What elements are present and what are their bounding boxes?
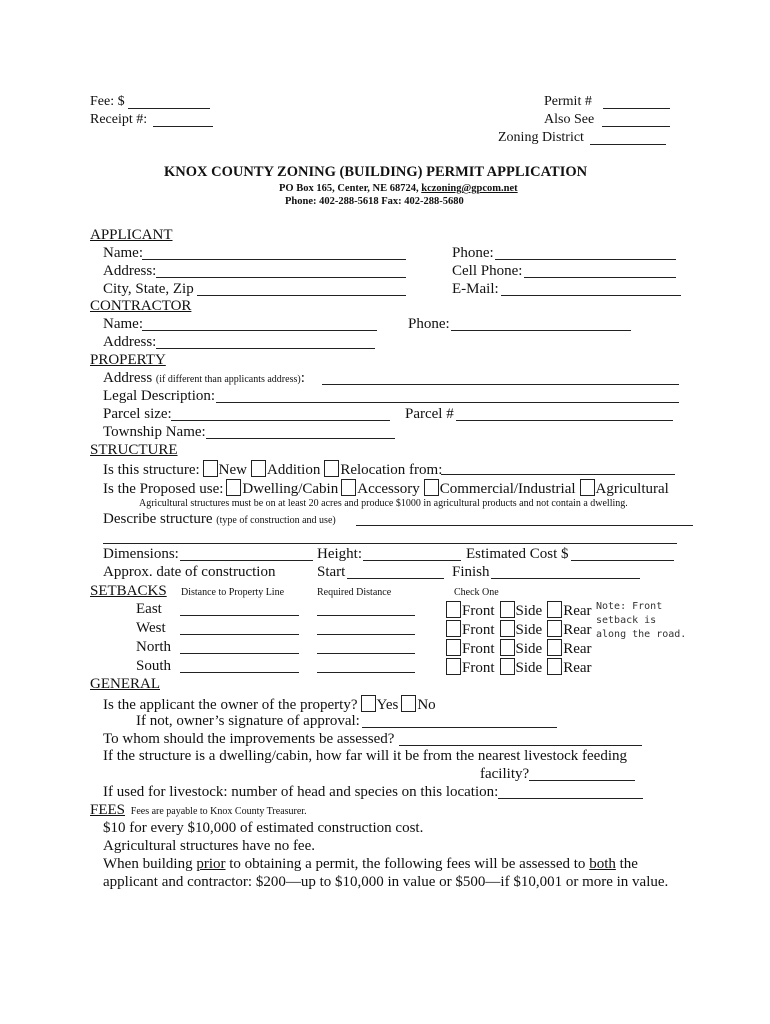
finish-date-field[interactable] bbox=[491, 564, 640, 579]
owner-yes-label: Yes bbox=[376, 697, 399, 713]
fees-payable-note: Fees are payable to Knox County Treasurer. bbox=[130, 806, 307, 817]
setback-east-side-checkbox[interactable] bbox=[500, 601, 515, 618]
fees-heading: FEES bbox=[90, 802, 126, 818]
describe-structure-field[interactable] bbox=[356, 511, 693, 526]
setback-west-rear-checkbox[interactable] bbox=[547, 620, 562, 637]
permit-label: Permit # bbox=[544, 94, 592, 109]
township-label: Township Name: bbox=[103, 424, 206, 440]
applicant-cell-field[interactable] bbox=[524, 263, 676, 278]
livestock-distance-field[interactable] bbox=[529, 766, 635, 781]
contractor-phone-label: Phone: bbox=[408, 316, 450, 332]
setback-south-front-checkbox[interactable] bbox=[446, 658, 461, 675]
setback-west-front-checkbox[interactable] bbox=[446, 620, 461, 637]
zoning-district-field[interactable] bbox=[590, 130, 666, 145]
office-phone: Phone: 402-288-5618 Fax: 402-288-5680 bbox=[285, 196, 464, 207]
property-address-note: (if different than applicants address) bbox=[155, 374, 301, 385]
height-label: Height: bbox=[317, 546, 362, 562]
agricultural-label: Agricultural bbox=[595, 481, 669, 497]
form-title: KNOX COUNTY ZONING (BUILDING) PERMIT APPLICATION bbox=[164, 164, 588, 180]
addition-checkbox[interactable] bbox=[251, 460, 266, 477]
accessory-checkbox[interactable] bbox=[341, 479, 356, 496]
required-column-header: Required Distance bbox=[317, 587, 392, 598]
agricultural-note: Agricultural structures must be on at least 20 acres and produce $1000 in agricultural products and not contain a dwelling. bbox=[139, 498, 628, 509]
setback-required-south[interactable] bbox=[317, 658, 415, 673]
dimensions-label: Dimensions: bbox=[103, 546, 179, 562]
setback-label-north: North bbox=[136, 639, 171, 655]
property-heading: PROPERTY bbox=[90, 352, 166, 368]
setback-east-rear-label: Rear bbox=[563, 603, 592, 619]
applicant-name-field[interactable] bbox=[142, 245, 406, 260]
permit-field[interactable] bbox=[603, 94, 670, 109]
applicant-heading: APPLICANT bbox=[90, 227, 173, 243]
dwelling-checkbox[interactable] bbox=[226, 479, 241, 496]
owner-signature-field[interactable] bbox=[362, 713, 557, 728]
setback-east-front-label: Front bbox=[462, 603, 495, 619]
contractor-address-field[interactable] bbox=[156, 334, 375, 349]
legal-description-label: Legal Description: bbox=[103, 388, 216, 404]
office-address: PO Box 165, Center, NE 68724, kczoning@gpcom.net bbox=[279, 183, 518, 194]
applicant-address-label: Address: bbox=[103, 263, 157, 279]
setback-north-side-checkbox[interactable] bbox=[500, 639, 515, 656]
livestock-distance-question: If the structure is a dwelling/cabin, how far will it be from the nearest livestock feeding bbox=[103, 748, 627, 764]
relocation-field[interactable] bbox=[441, 460, 675, 475]
applicant-email-field[interactable] bbox=[501, 281, 681, 296]
applicant-phone-label: Phone: bbox=[452, 245, 494, 261]
setback-north-side-label: Side bbox=[515, 641, 543, 657]
livestock-use-field[interactable] bbox=[498, 784, 643, 799]
parcel-number-label: Parcel # bbox=[405, 406, 454, 422]
fee-agricultural: Agricultural structures have no fee. bbox=[103, 838, 315, 854]
zoning-district-label: Zoning District bbox=[498, 130, 584, 145]
start-date-field[interactable] bbox=[347, 564, 444, 579]
setback-south-side-checkbox[interactable] bbox=[500, 658, 515, 675]
contractor-phone-field[interactable] bbox=[451, 316, 631, 331]
improvements-label: To whom should the improvements be assessed? bbox=[103, 731, 395, 747]
proposed-use-row bbox=[103, 479, 669, 498]
parcel-number-field[interactable] bbox=[456, 406, 673, 421]
owner-signature-label: If not, owner’s signature of approval: bbox=[136, 713, 360, 729]
legal-description-field[interactable] bbox=[216, 388, 679, 403]
setback-west-side-checkbox[interactable] bbox=[500, 620, 515, 637]
agricultural-checkbox[interactable] bbox=[580, 479, 595, 496]
setback-required-east[interactable] bbox=[317, 601, 415, 616]
addition-label: Addition bbox=[266, 462, 321, 478]
setback-west-front-label: Front bbox=[462, 622, 495, 638]
fee-field[interactable] bbox=[128, 94, 210, 109]
setback-label-west: West bbox=[136, 620, 166, 636]
dimensions-field[interactable] bbox=[180, 546, 313, 561]
setback-distance-north[interactable] bbox=[180, 639, 299, 654]
setback-distance-south[interactable] bbox=[180, 658, 299, 673]
approx-date-label: Approx. date of construction bbox=[103, 564, 276, 580]
check-column-header: Check One bbox=[454, 587, 499, 598]
describe-structure-note: (type of construction and use) bbox=[216, 515, 336, 526]
setback-east-front-checkbox[interactable] bbox=[446, 601, 461, 618]
contractor-heading: CONTRACTOR bbox=[90, 298, 192, 314]
finish-label: Finish bbox=[452, 564, 490, 580]
describe-structure-field-2[interactable] bbox=[103, 529, 677, 544]
setback-distance-east[interactable] bbox=[180, 601, 299, 616]
commercial-checkbox[interactable] bbox=[424, 479, 439, 496]
applicant-name-label: Name: bbox=[103, 245, 143, 261]
setback-check-north bbox=[443, 639, 592, 658]
estimated-cost-label: Estimated Cost $ bbox=[466, 546, 569, 562]
applicant-email-label: E-Mail: bbox=[452, 281, 499, 297]
parcel-size-label: Parcel size: bbox=[103, 406, 172, 422]
livestock-use-label: If used for livestock: number of head and species on this location: bbox=[103, 784, 499, 800]
setback-check-south bbox=[443, 658, 592, 677]
fee-rate: $10 for every $10,000 of estimated construction cost. bbox=[103, 820, 424, 836]
setback-north-rear-label: Rear bbox=[563, 641, 592, 657]
owner-no-label: No bbox=[417, 697, 436, 713]
applicant-cell-label: Cell Phone: bbox=[452, 263, 523, 279]
property-address-label: Address (if different than applicants address): bbox=[103, 370, 305, 386]
setback-south-rear-label: Rear bbox=[563, 660, 592, 676]
setback-east-rear-checkbox[interactable] bbox=[547, 601, 562, 618]
structure-type-label: Is this structure: bbox=[103, 462, 200, 478]
relocation-label: Relocation from: bbox=[340, 462, 443, 478]
setback-north-front-checkbox[interactable] bbox=[446, 639, 461, 656]
also-see-field[interactable] bbox=[602, 112, 670, 127]
applicant-city-label: City, State, Zip bbox=[103, 281, 194, 297]
setback-required-north[interactable] bbox=[317, 639, 415, 654]
new-checkbox[interactable] bbox=[203, 460, 218, 477]
setback-distance-west[interactable] bbox=[180, 620, 299, 635]
owner-question-row bbox=[103, 695, 436, 714]
setbacks-heading: SETBACKS bbox=[90, 583, 167, 599]
setback-check-west bbox=[443, 620, 592, 639]
setback-label-south: South bbox=[136, 658, 172, 674]
start-label: Start bbox=[317, 564, 346, 580]
height-field[interactable] bbox=[363, 546, 461, 561]
general-heading: GENERAL bbox=[90, 676, 160, 692]
owner-yes-checkbox[interactable] bbox=[361, 695, 376, 712]
setback-south-rear-checkbox[interactable] bbox=[547, 658, 562, 675]
owner-question: Is the applicant the owner of the property? bbox=[103, 697, 358, 713]
setback-label-east: East bbox=[136, 601, 162, 617]
setback-north-front-label: Front bbox=[462, 641, 495, 657]
estimated-cost-field[interactable] bbox=[571, 546, 674, 561]
setback-south-side-label: Side bbox=[515, 660, 543, 676]
owner-no-checkbox[interactable] bbox=[401, 695, 416, 712]
setback-note: Note: Front setback is along the road. bbox=[596, 601, 687, 640]
office-email[interactable]: kczoning@gpcom.net bbox=[421, 183, 518, 194]
distance-column-header: Distance to Property Line bbox=[181, 587, 285, 598]
contractor-name-label: Name: bbox=[103, 316, 143, 332]
setback-west-side-label: Side bbox=[515, 622, 543, 638]
setback-east-side-label: Side bbox=[515, 603, 543, 619]
proposed-use-label: Is the Proposed use: bbox=[103, 481, 224, 497]
setback-south-front-label: Front bbox=[462, 660, 495, 676]
applicant-address-field[interactable] bbox=[156, 263, 406, 278]
relocation-checkbox[interactable] bbox=[324, 460, 339, 477]
receipt-field[interactable] bbox=[153, 112, 213, 127]
contractor-address-label: Address: bbox=[103, 334, 157, 350]
contractor-name-field[interactable] bbox=[142, 316, 377, 331]
fee-penalty-line-2: applicant and contractor: $200—up to $10,000 in value or $500—if $10,001 or more in value. bbox=[103, 874, 669, 890]
dwelling-label: Dwelling/Cabin bbox=[242, 481, 339, 497]
setback-check-east bbox=[443, 601, 592, 620]
fees-row bbox=[90, 802, 307, 819]
facility-label: facility? bbox=[480, 766, 530, 782]
receipt-label: Receipt #: bbox=[90, 112, 148, 127]
commercial-label: Commercial/Industrial bbox=[439, 481, 576, 497]
fee-penalty-line-1: When building prior to obtaining a permit, the following fees will be assessed to both the bbox=[103, 856, 638, 872]
setback-required-west[interactable] bbox=[317, 620, 415, 635]
setback-north-rear-checkbox[interactable] bbox=[547, 639, 562, 656]
property-address-field[interactable] bbox=[322, 370, 679, 385]
setback-west-rear-label: Rear bbox=[563, 622, 592, 638]
township-field[interactable] bbox=[206, 424, 395, 439]
fee-label: Fee: $ bbox=[90, 94, 125, 109]
structure-heading: STRUCTURE bbox=[90, 442, 178, 458]
also-see-label: Also See bbox=[544, 112, 595, 127]
new-label: New bbox=[218, 462, 247, 478]
parcel-size-field[interactable] bbox=[171, 406, 390, 421]
applicant-phone-field[interactable] bbox=[495, 245, 676, 260]
describe-structure-label: Describe structure (type of construction and use) bbox=[103, 511, 336, 527]
structure-type-row bbox=[103, 460, 442, 479]
applicant-city-field[interactable] bbox=[197, 281, 406, 296]
improvements-field[interactable] bbox=[399, 731, 642, 746]
accessory-label: Accessory bbox=[357, 481, 420, 497]
